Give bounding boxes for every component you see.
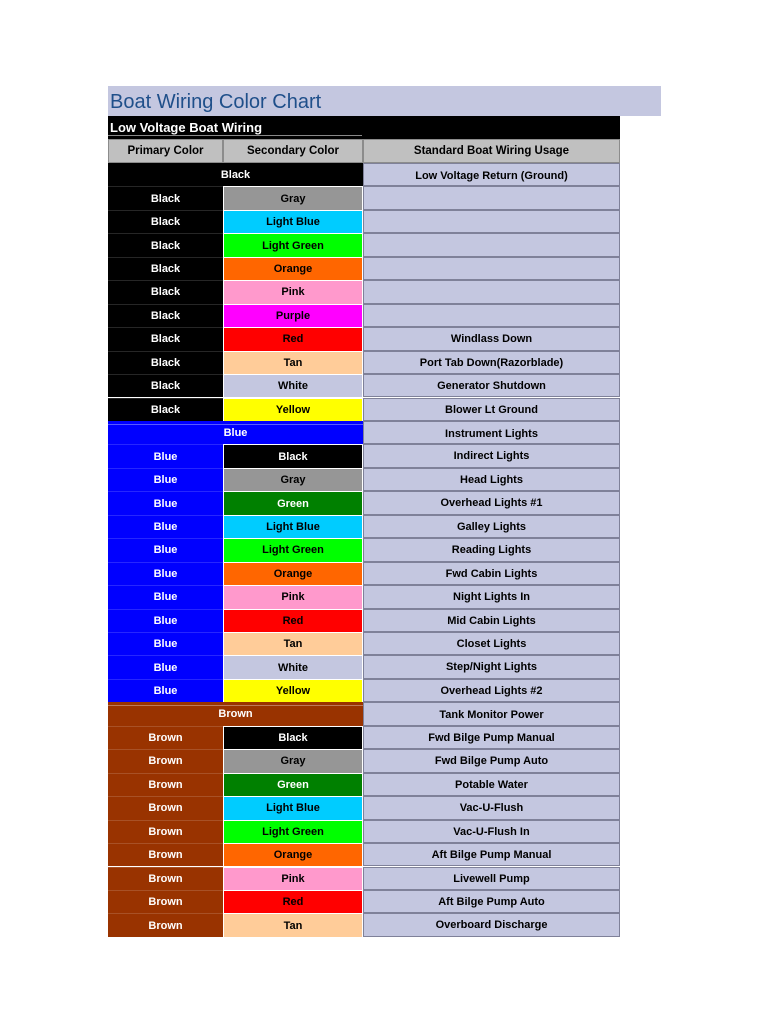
usage-text: Generator Shutdown (437, 380, 546, 393)
usage-text: Closet Lights (456, 638, 527, 650)
solid-color-cell: Brown (108, 702, 363, 725)
usage-text: Instrument Lights (445, 427, 538, 440)
usage-text: Aft Bilge Pump Manual (431, 849, 552, 862)
usage-cell (363, 820, 620, 843)
secondary-color-cell: Red (224, 890, 362, 913)
usage-cell (363, 843, 620, 866)
secondary-color-cell: White (224, 655, 362, 678)
secondary-color-cell: Orange (224, 843, 362, 866)
usage-cell (363, 515, 620, 538)
page-title: Boat Wiring Color Chart (110, 91, 322, 113)
usage-cell (363, 726, 620, 749)
usage-text: Overhead Lights #2 (440, 684, 543, 697)
primary-color-cell: Blue (108, 679, 223, 702)
primary-color-cell: Brown (108, 796, 223, 819)
primary-color-cell: Blue (108, 655, 223, 678)
usage-cell (363, 304, 620, 327)
primary-color-cell: Brown (108, 820, 223, 843)
secondary-color-cell: Light Blue (224, 515, 362, 538)
usage-cell (363, 609, 620, 632)
primary-color-cell: Black (108, 327, 223, 350)
secondary-color-cell: Pink (224, 280, 362, 303)
primary-color-cell: Black (108, 233, 223, 256)
usage-text: Tank Monitor Power (439, 709, 544, 722)
primary-color-cell: Brown (108, 890, 223, 913)
secondary-color-cell: Gray (224, 186, 362, 209)
usage-text: Vac-U-Flush (459, 802, 524, 815)
usage-cell (363, 398, 620, 421)
usage-text: Overboard Discharge (435, 919, 548, 932)
usage-text: Aft Bilge Pump Auto (438, 895, 545, 908)
section-rule (108, 135, 362, 136)
primary-color-cell: Black (108, 351, 223, 374)
header-usage: Standard Boat Wiring Usage (363, 139, 620, 163)
secondary-color-cell: Yellow (224, 398, 362, 421)
usage-cell (363, 562, 620, 585)
solid-color-cell: Black (108, 163, 363, 186)
usage-cell (363, 444, 620, 467)
secondary-color-cell: Orange (224, 562, 362, 585)
usage-cell (363, 679, 620, 702)
primary-color-cell: Black (108, 398, 223, 421)
usage-cell (363, 257, 620, 280)
usage-cell (363, 749, 620, 772)
usage-cell (363, 468, 620, 491)
usage-cell (363, 632, 620, 655)
usage-cell (363, 913, 620, 936)
primary-color-cell: Brown (108, 773, 223, 796)
secondary-color-cell: Yellow (224, 679, 362, 702)
header-secondary-color: Secondary Color (223, 139, 363, 163)
usage-cell (363, 210, 620, 233)
secondary-color-cell: Gray (224, 468, 362, 491)
section-header (108, 116, 620, 139)
primary-color-cell: Brown (108, 913, 223, 936)
usage-cell (363, 491, 620, 514)
primary-color-cell: Black (108, 186, 223, 209)
primary-color-cell: Blue (108, 444, 223, 467)
secondary-color-cell: Tan (224, 351, 362, 374)
solid-color-cell: Blue (108, 421, 363, 444)
usage-text: Low Voltage Return (Ground) (415, 170, 568, 182)
group-divider (108, 705, 363, 706)
primary-color-cell: Black (108, 257, 223, 280)
usage-cell (363, 186, 620, 209)
primary-color-cell: Brown (108, 749, 223, 772)
usage-text: Galley Lights (456, 520, 527, 533)
primary-color-cell: Blue (108, 562, 223, 585)
usage-text: Night Lights In (453, 591, 530, 604)
primary-color-cell: Blue (108, 585, 223, 608)
group-divider (108, 424, 363, 425)
secondary-color-cell: Green (224, 491, 362, 514)
primary-color-cell: Blue (108, 491, 223, 514)
header-primary-color: Primary Color (108, 139, 223, 163)
usage-cell (363, 163, 620, 186)
usage-cell (363, 702, 620, 725)
secondary-color-cell: Gray (224, 749, 362, 772)
secondary-color-cell: Red (224, 609, 362, 632)
usage-cell (363, 890, 620, 913)
primary-color-cell: Brown (108, 726, 223, 749)
usage-text: Fwd Bilge Pump Manual (428, 731, 555, 744)
usage-cell (363, 585, 620, 608)
section-title: Low Voltage Boat Wiring (110, 120, 263, 135)
usage-text: Potable Water (455, 778, 528, 791)
usage-cell (363, 421, 620, 444)
primary-color-cell: Blue (108, 632, 223, 655)
usage-text: Head Lights (460, 473, 523, 486)
secondary-color-cell: Tan (224, 913, 362, 936)
secondary-color-cell: Light Blue (224, 796, 362, 819)
secondary-color-cell: Pink (224, 867, 362, 890)
primary-color-cell: Black (108, 304, 223, 327)
usage-cell (363, 374, 620, 397)
usage-text: Blower Lt Ground (445, 403, 538, 416)
usage-text: Indirect Lights (453, 450, 530, 463)
usage-text: Vac-U-Flush In (453, 825, 530, 838)
secondary-color-cell: Red (224, 327, 362, 350)
usage-cell (363, 796, 620, 819)
primary-color-cell: Brown (108, 867, 223, 890)
usage-cell (363, 538, 620, 561)
primary-color-cell: Black (108, 374, 223, 397)
primary-color-cell: Blue (108, 515, 223, 538)
primary-color-cell: Black (108, 210, 223, 233)
primary-color-cell: Blue (108, 468, 223, 491)
usage-cell (363, 867, 620, 890)
usage-text: Step/Night Lights (445, 661, 538, 674)
usage-cell (363, 280, 620, 303)
usage-text: Fwd Cabin Lights (445, 567, 538, 580)
secondary-color-cell: Light Green (224, 820, 362, 843)
secondary-color-cell: Pink (224, 585, 362, 608)
usage-cell (363, 773, 620, 796)
usage-cell (363, 351, 620, 374)
secondary-color-cell: Orange (224, 257, 362, 280)
secondary-color-cell: Black (224, 726, 362, 749)
usage-text: Windlass Down (450, 333, 533, 346)
primary-color-cell: Blue (108, 538, 223, 561)
secondary-color-cell: Light Blue (224, 210, 362, 233)
usage-cell (363, 233, 620, 256)
usage-cell (363, 655, 620, 678)
secondary-color-cell: Light Green (224, 538, 362, 561)
secondary-color-cell: Black (224, 444, 362, 467)
secondary-color-cell: Purple (224, 304, 362, 327)
usage-text: Fwd Bilge Pump Auto (434, 755, 549, 768)
secondary-color-cell: Green (224, 773, 362, 796)
secondary-color-cell: Tan (224, 632, 362, 655)
usage-text: Mid Cabin Lights (447, 614, 536, 627)
title-bar (108, 86, 661, 116)
usage-text: Reading Lights (451, 544, 532, 557)
usage-text: Livewell Pump (453, 872, 530, 885)
primary-color-cell: Blue (108, 609, 223, 632)
primary-color-cell: Brown (108, 843, 223, 866)
secondary-color-cell: White (224, 374, 362, 397)
secondary-color-cell: Light Green (224, 233, 362, 256)
primary-color-cell: Black (108, 280, 223, 303)
usage-text: Overhead Lights #1 (440, 497, 543, 510)
usage-text: Port Tab Down(Razorblade) (419, 356, 564, 369)
usage-cell (363, 327, 620, 350)
